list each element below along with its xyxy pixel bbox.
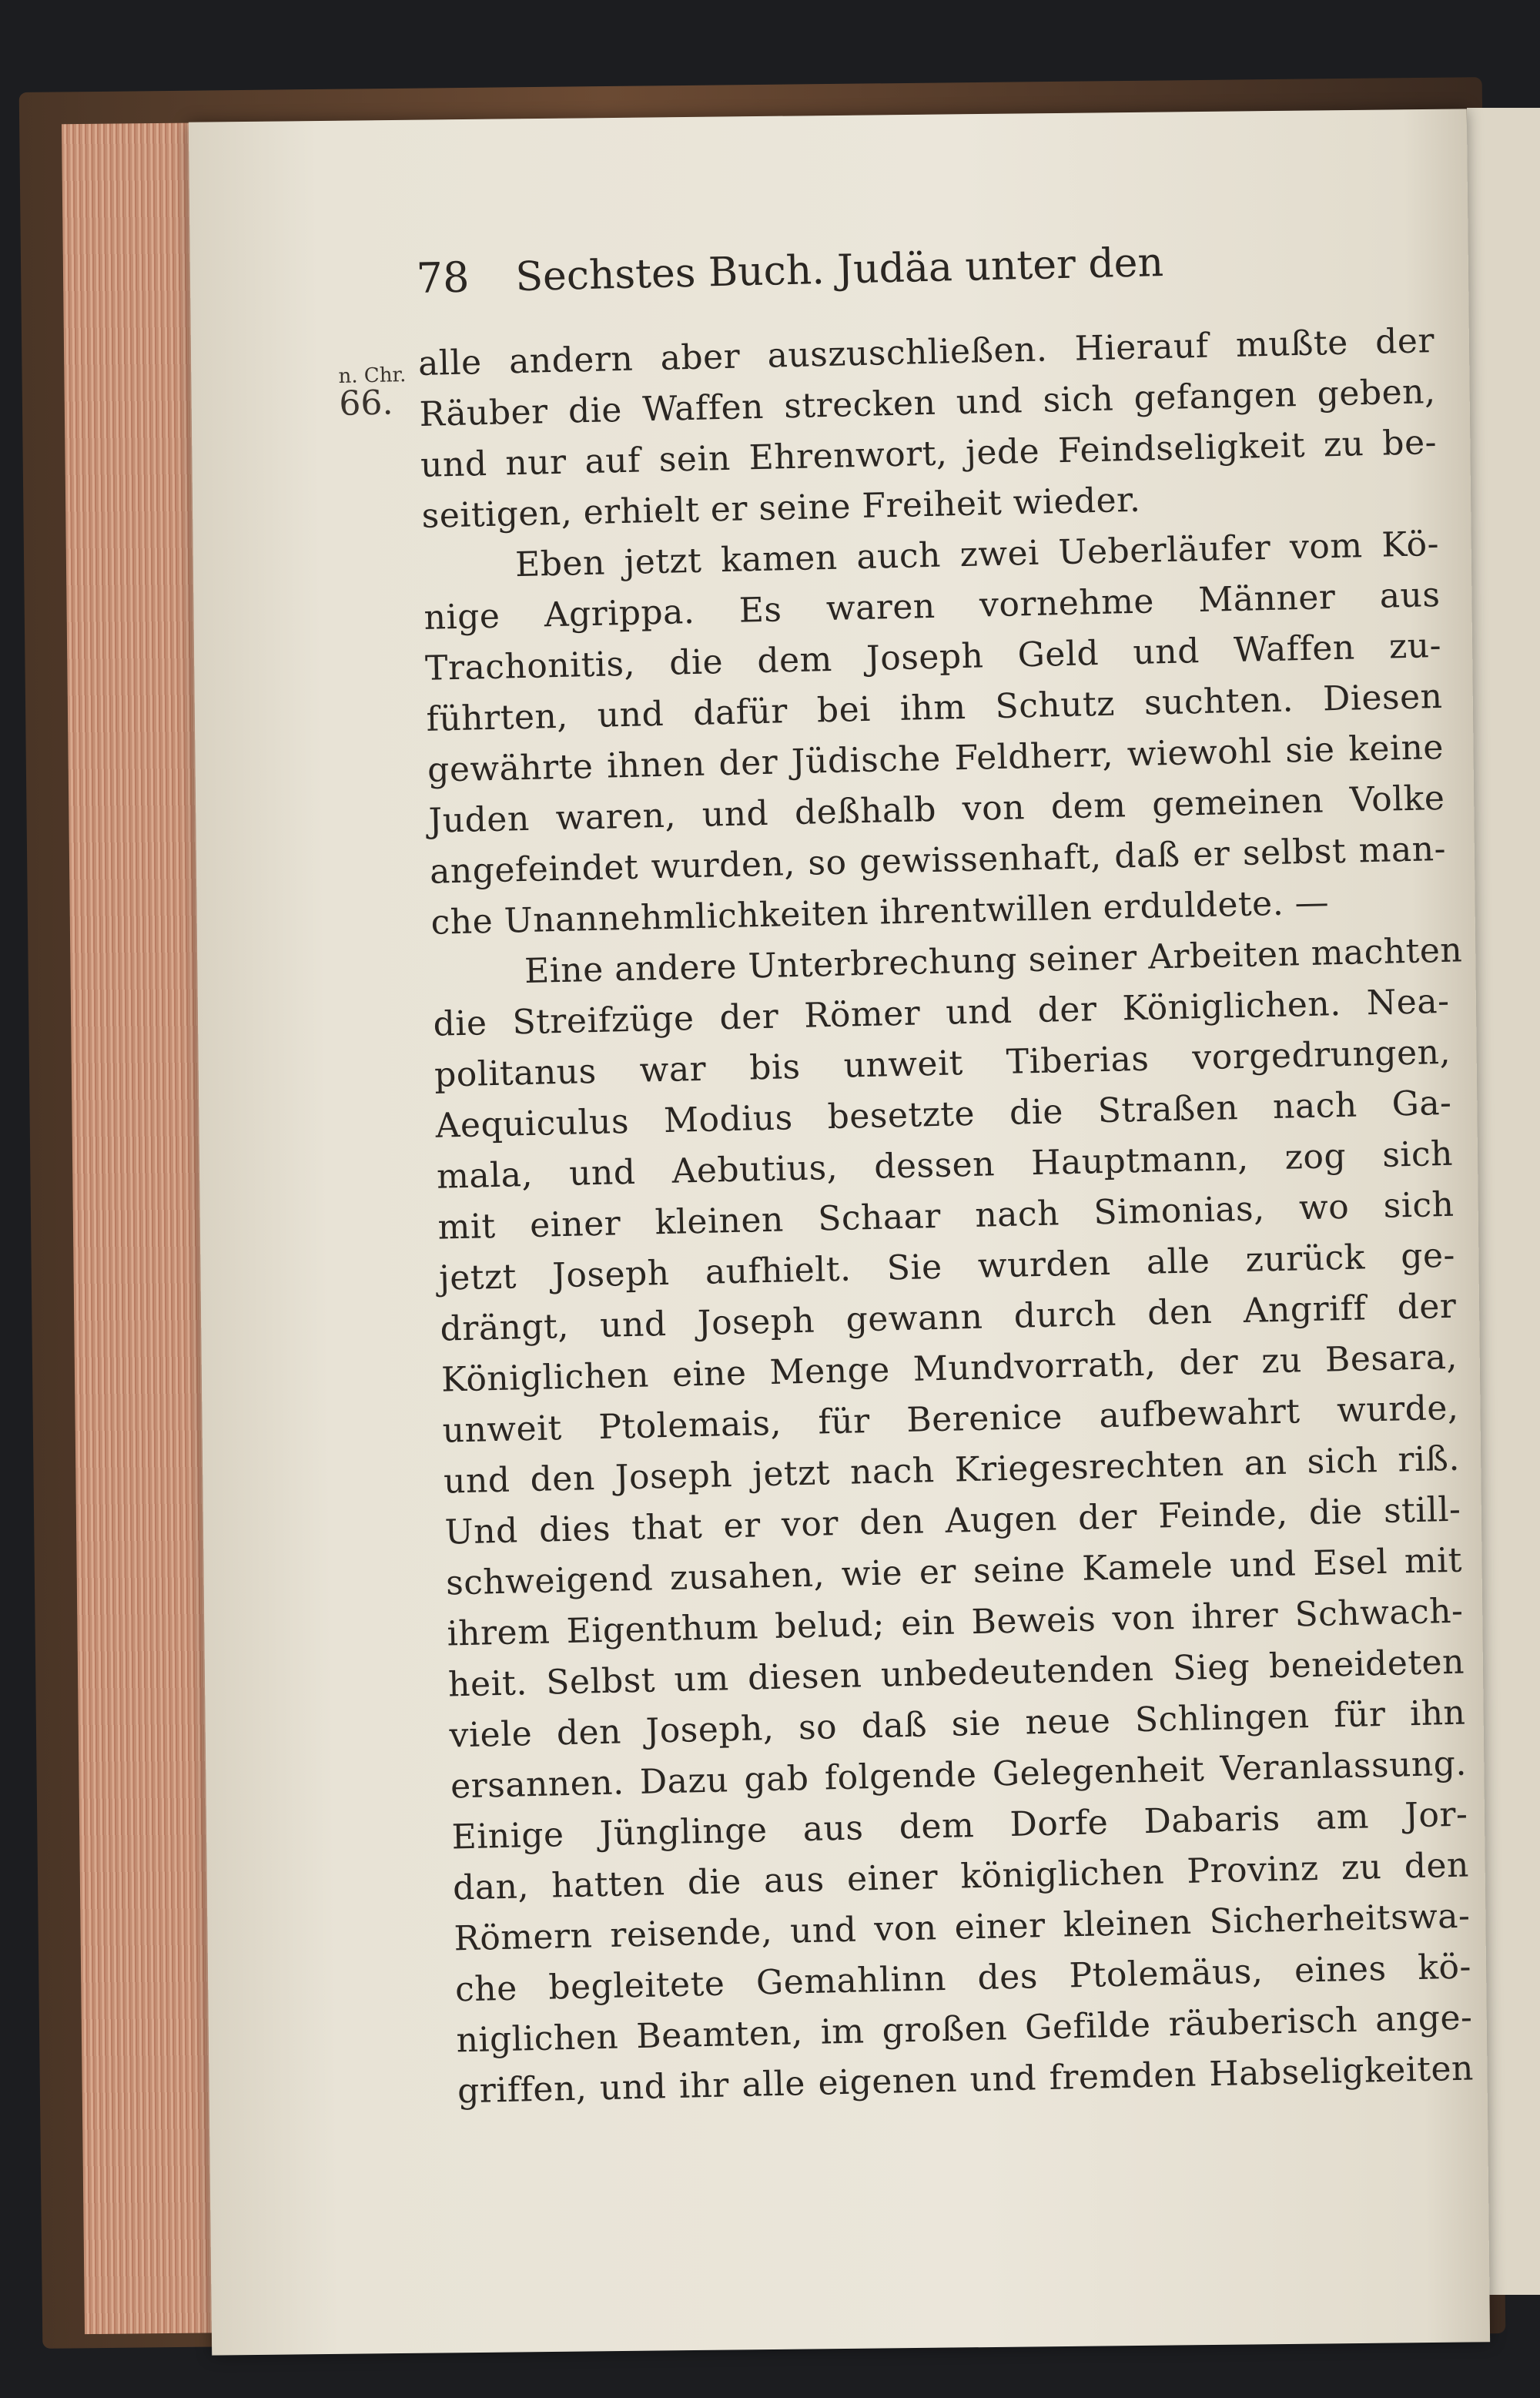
text-line: und den Joseph jetzt nach Kriegesrechten an sich riß. [443,1438,1461,1502]
text-line: Königlichen eine Menge Mundvorrath, der zu Besara, [440,1337,1458,1400]
text-line: dan, hatten die aus einer königlichen Provinz zu den [452,1845,1470,1908]
text-line: führten, und dafür bei ihm Schutz suchten. Diesen [426,676,1443,739]
body-text [417,316,1474,2117]
margin-note [338,361,407,424]
text-line: ersannen. Dazu gab folgende Gelegenheit Veranlassung. [450,1743,1468,1807]
text-line: Und dies that er vor den Augen der Feinde, die still- [444,1489,1461,1552]
text-line: Aequiculus Modius besetzte die Straßen nach Ga- [435,1083,1452,1146]
text-line: nige Agrippa. Es waren vornehme Männer aus [424,574,1441,638]
text-line: jetzt Joseph aufhielt. Sie wurden alle zurück ge- [438,1235,1456,1298]
text-line: che Unannehmlichkeiten ihrentwillen erduldete. — [430,883,1330,943]
text-line: Räuber die Waffen strecken und sich gefangen geben, [419,372,1436,434]
text-line: drängt, und Joseph gewann durch den Angriff der [440,1286,1457,1349]
text-line: unweit Ptolemais, für Berenice aufbewahrt wurde, [442,1388,1459,1451]
text-line: Römern reisende, und von einer kleinen Sicherheitswa- [454,1896,1471,1959]
margin-era: n. Chr. [338,363,407,388]
text-line: viele den Joseph, so daß sie neue Schlingen für ihn [449,1693,1466,1756]
page-number: 78 [416,253,470,303]
text-line: Eine andere Unterbrechung seiner Arbeiten machten [524,930,1463,992]
text-line: Einige Jünglinge aus dem Dorfe Dabaris am Jor- [451,1794,1468,1857]
text-line: mit einer kleinen Schaar nach Simonias, wo sich [437,1184,1455,1248]
text-line: griffen, und ihr alle eigenen und fremden Habseligkeiten [457,2048,1475,2112]
text-line: Juden waren, und deßhalb von dem gemeinen Volke [428,778,1445,841]
text-line: politanus war bis unweit Tiberias vorgedrungen, [434,1032,1451,1095]
text-line: seitigen, erhielt er seine Freiheit wieder. [421,480,1141,536]
text-line: Eben jetzt kamen auch zwei Ueberläufer vom Kö- [514,524,1440,585]
page-text [416,231,1475,2117]
text-line: heit. Selbst um diesen unbedeutenden Sieg beneideten [447,1642,1465,1705]
margin-year: 66. [338,383,393,424]
text-line: die Streifzüge der Römer und der Königlichen. Nea- [433,981,1450,1044]
text-line: ihrem Eigenthum belud; ein Beweis von ihrer Schwach- [447,1591,1464,1654]
text-line: gewährte ihnen der Jüdische Feldherr, wiewohl sie keine [427,727,1445,790]
text-line: angefeindet wurden, so gewissenhaft, daß er selbst man- [429,829,1447,892]
running-title: Sechstes Buch. Judäa unter den [514,239,1164,301]
text-line: alle andern aber auszuschließen. Hierauf mußte der [417,321,1435,383]
text-line: mala, und Aebutius, dessen Hauptmann, zog sich [436,1134,1454,1197]
text-line: che begleitete Gemahlinn des Ptolemäus, eines kö- [454,1947,1472,2010]
text-line: niglichen Beamten, im großen Gefilde räuberisch ange- [456,1998,1473,2061]
text-line: und nur auf sein Ehrenwort, jede Feindseligkeit zu be- [420,422,1438,485]
text-line: schweigend zusahen, wie er seine Kamele und Esel mit [445,1540,1463,1603]
text-line: Trachonitis, die dem Joseph Geld und Waffen zu- [424,625,1442,688]
